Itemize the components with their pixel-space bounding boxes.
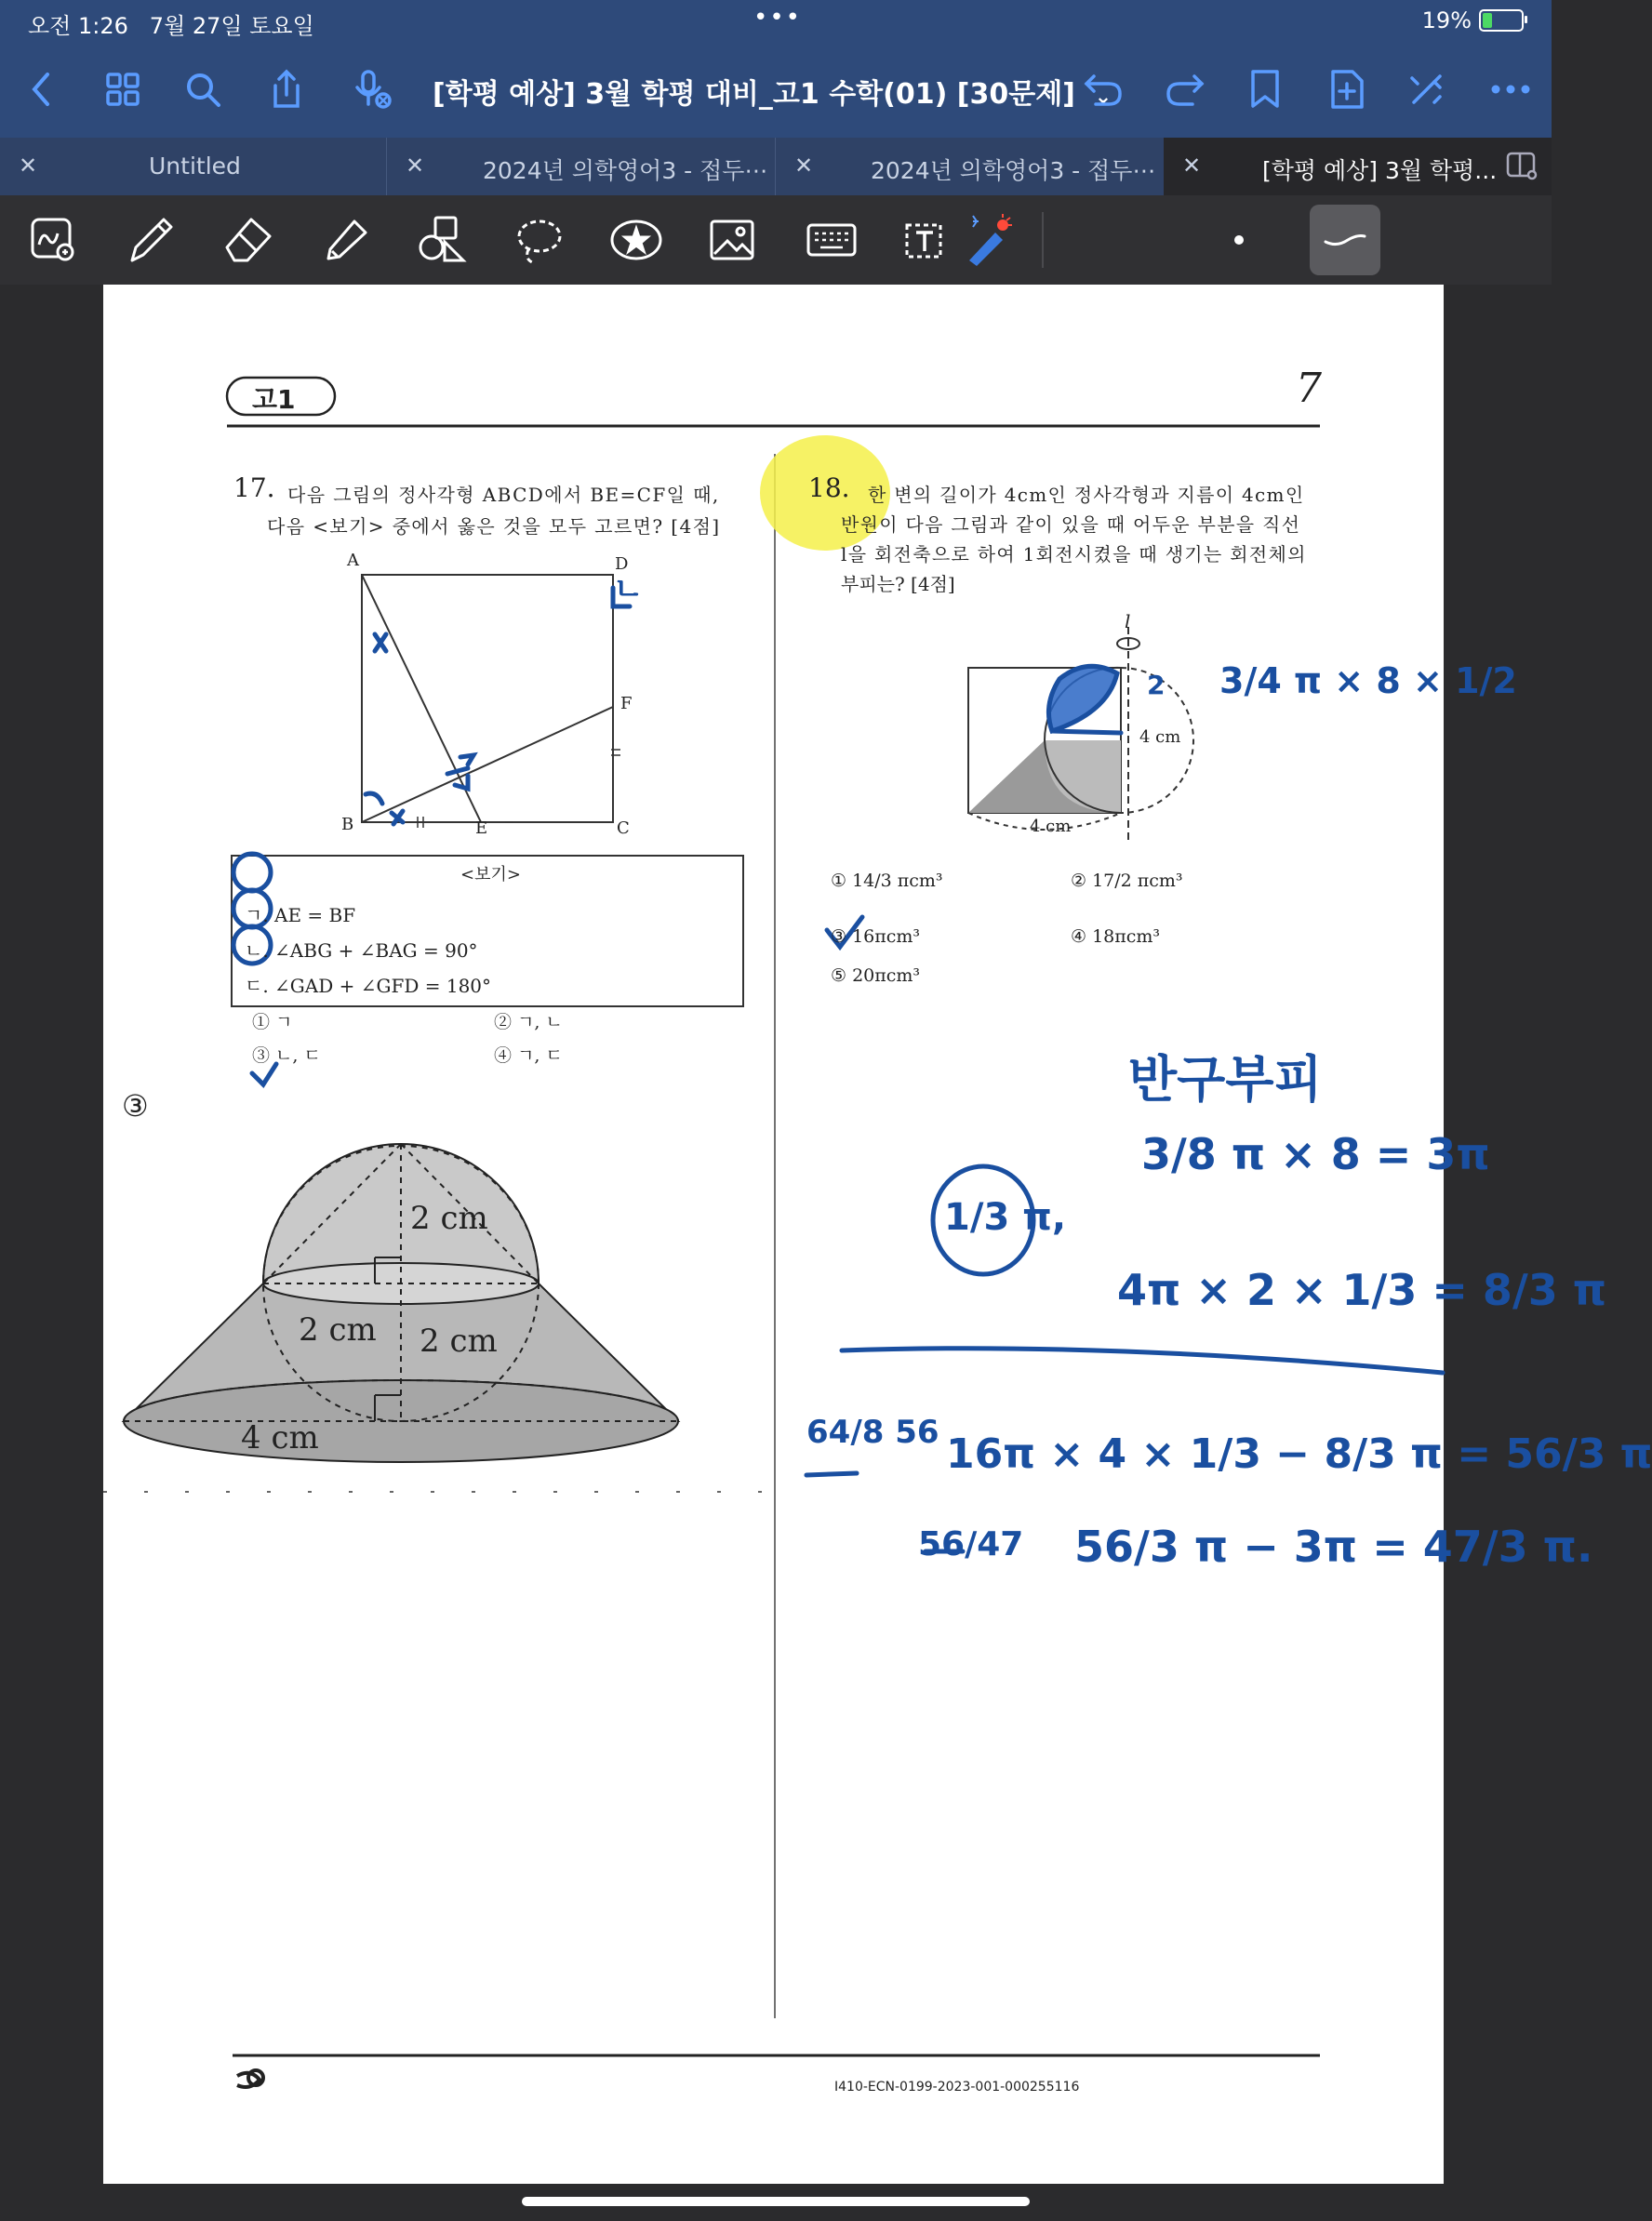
tab-untitled[interactable]: ✕ Untitled [19,153,241,180]
toolbar-divider [1042,212,1044,268]
back-icon[interactable] [17,65,65,113]
close-tab-icon[interactable]: ✕ [19,153,38,179]
note-side2: 56/47 [918,1525,1024,1563]
q17-label-b: B [341,815,354,834]
note-eq1: 3/8 π × 8 = 3π [1141,1129,1490,1179]
pdf-page[interactable] [103,285,1652,2184]
q18-line4: 부피는? [4점] [841,573,955,595]
sticker-icon[interactable] [606,212,666,268]
footer-code: I410-ECN-0199-2023-001-000255116 [834,2080,1080,2095]
more-icon[interactable] [1486,65,1535,113]
q18-line1: 한 변의 길이가 4cm인 정사각형과 지름이 4cm인 [868,484,1305,506]
tab-medical-english-1[interactable]: ✕ 2024년 의학영어3 - 접두⋯ [386,138,776,195]
redo-icon[interactable] [1161,65,1209,113]
q17-choice-3: ③ ㄴ, ㄷ [252,1045,321,1066]
q18-line2: 반원이 다음 그림과 같이 있을 때 어두운 부분을 직선 [841,513,1301,536]
q18-choice-3: ③ 16πcm³ [831,926,921,947]
q18-line3: l을 회전축으로 하여 1회전시켰을 때 생기는 회전체의 [841,543,1307,565]
note-hemisphere-label: 반구부피 [1128,1050,1323,1109]
q18-choice-5: ⑤ 20πcm³ [831,965,921,986]
tab-current-document[interactable]: ✕ [학평 예상] 3월 학평... [1164,138,1552,195]
q18-number: 18. [808,472,850,503]
page-number: 7 [1296,365,1322,412]
status-time: 오전 1:26 7월 27일 토요일 [28,13,314,39]
hemisphere-cone-figure [124,1144,678,1462]
note-mark-2: 2 [1147,670,1166,700]
bogi-item-2: ㄴ. ∠ABG + ∠BAG = 90° [245,939,478,962]
battery-icon [1479,9,1524,32]
multitask-dots[interactable]: ••• [753,4,803,32]
close-tab-icon[interactable]: ✕ [406,153,425,179]
grid-icon[interactable] [99,65,147,113]
q17-label-c: C [617,818,630,838]
text-icon[interactable] [893,212,953,268]
split-view-icon[interactable] [1506,151,1538,186]
home-indicator[interactable] [522,2197,1030,2206]
note-eq2: 4π × 2 × 1/3 = 8/3 π [1117,1265,1607,1315]
q18-dim-side: 4 cm [1139,727,1181,747]
q17-square-figure [362,575,620,828]
keyboard-icon[interactable] [802,212,861,268]
q17-choice-4: ④ ㄱ, ㄷ [494,1045,563,1066]
grade-badge: 고1 [252,384,296,415]
note-circled: 1/3 π, [944,1196,1067,1239]
q18-choice-4: ④ 18πcm³ [1071,926,1161,947]
bogi-item-3: ㄷ. ∠GAD + ∠GFD = 180° [245,975,492,997]
highlighter-icon[interactable] [316,212,376,268]
lasso-zoom-icon[interactable] [24,212,84,268]
q17-label-a: A [347,551,359,570]
figure-answer: ③ [122,1088,149,1124]
q17-label-d: D [615,554,629,574]
q18-choice-1: ① 14/3 πcm³ [831,871,943,891]
bogi-title: <보기> [460,865,521,884]
note-top-formula: 3/4 π × 8 × 1/2 [1219,660,1517,701]
note-eq3: 16π × 4 × 1/3 − 8/3 π = 56/3 π [946,1430,1652,1478]
q17-line2: 다음 <보기> 중에서 옳은 것을 모두 고르면? [4점] [267,515,721,538]
bogi-item-1: ㄱ. AE = BF [245,904,356,926]
pen-settings-icon[interactable] [1403,65,1451,113]
search-icon[interactable] [179,65,227,113]
chevron-down-icon[interactable]: ⌄ [1094,86,1112,109]
page-drawing [103,285,1444,2184]
stroke-icon[interactable] [1310,205,1380,275]
figure-dim-right: 2 cm [420,1323,498,1360]
tab-bar [0,138,1552,195]
figure-dim-bottom: 4 cm [241,1419,319,1456]
q17-line1: 다음 그림의 정사각형 ABCD에서 BE=CF일 때, [287,484,720,506]
bookmark-icon[interactable] [1241,65,1289,113]
q17-choice-1: ① ㄱ [252,1012,293,1032]
q18-choice-2: ② 17/2 πcm³ [1071,871,1183,891]
tab-medical-english-2[interactable]: ✕ 2024년 의학영어3 - 접두⋯ [775,138,1165,195]
laser-pointer-icon[interactable] [958,212,1018,268]
drawing-toolbar [0,195,1552,285]
q17-number: 17. [233,472,275,503]
q18-axis-label: l [1125,610,1131,632]
publisher-logo [237,2070,263,2087]
share-icon[interactable] [262,65,311,113]
dot-icon[interactable] [1209,212,1269,268]
battery-indicator: 19% [1422,7,1524,33]
close-tab-icon[interactable]: ✕ [794,153,814,179]
q18-dim-bottom: 4 cm [1030,817,1072,836]
microphone-icon[interactable] [348,65,396,113]
nav-bar [0,43,1552,138]
add-page-icon[interactable] [1323,65,1371,113]
note-side1: 64/8 56 [806,1414,939,1451]
undo-icon[interactable] [1079,65,1127,113]
pen-icon[interactable] [121,212,180,268]
document-title[interactable]: [학평 예상] 3월 학평 대비_고1 수학(01) [30문제] ⌄ [433,78,1112,111]
status-bar [0,0,1552,43]
lasso-icon[interactable] [510,212,569,268]
q17-choice-2: ② ㄱ, ㄴ [494,1012,563,1032]
note-eq4: 56/3 π − 3π = 47/3 π. [1074,1522,1593,1572]
shapes-icon[interactable] [413,212,473,268]
figure-dim-top: 2 cm [410,1200,488,1237]
q17-label-e: E [475,818,488,838]
close-tab-icon[interactable]: ✕ [1182,153,1202,179]
q17-label-f: F [620,694,633,713]
note-corner-mark: ㄴ [613,571,644,608]
figure-dim-left: 2 cm [299,1311,377,1349]
image-icon[interactable] [703,212,763,268]
eraser-icon[interactable] [219,212,278,268]
